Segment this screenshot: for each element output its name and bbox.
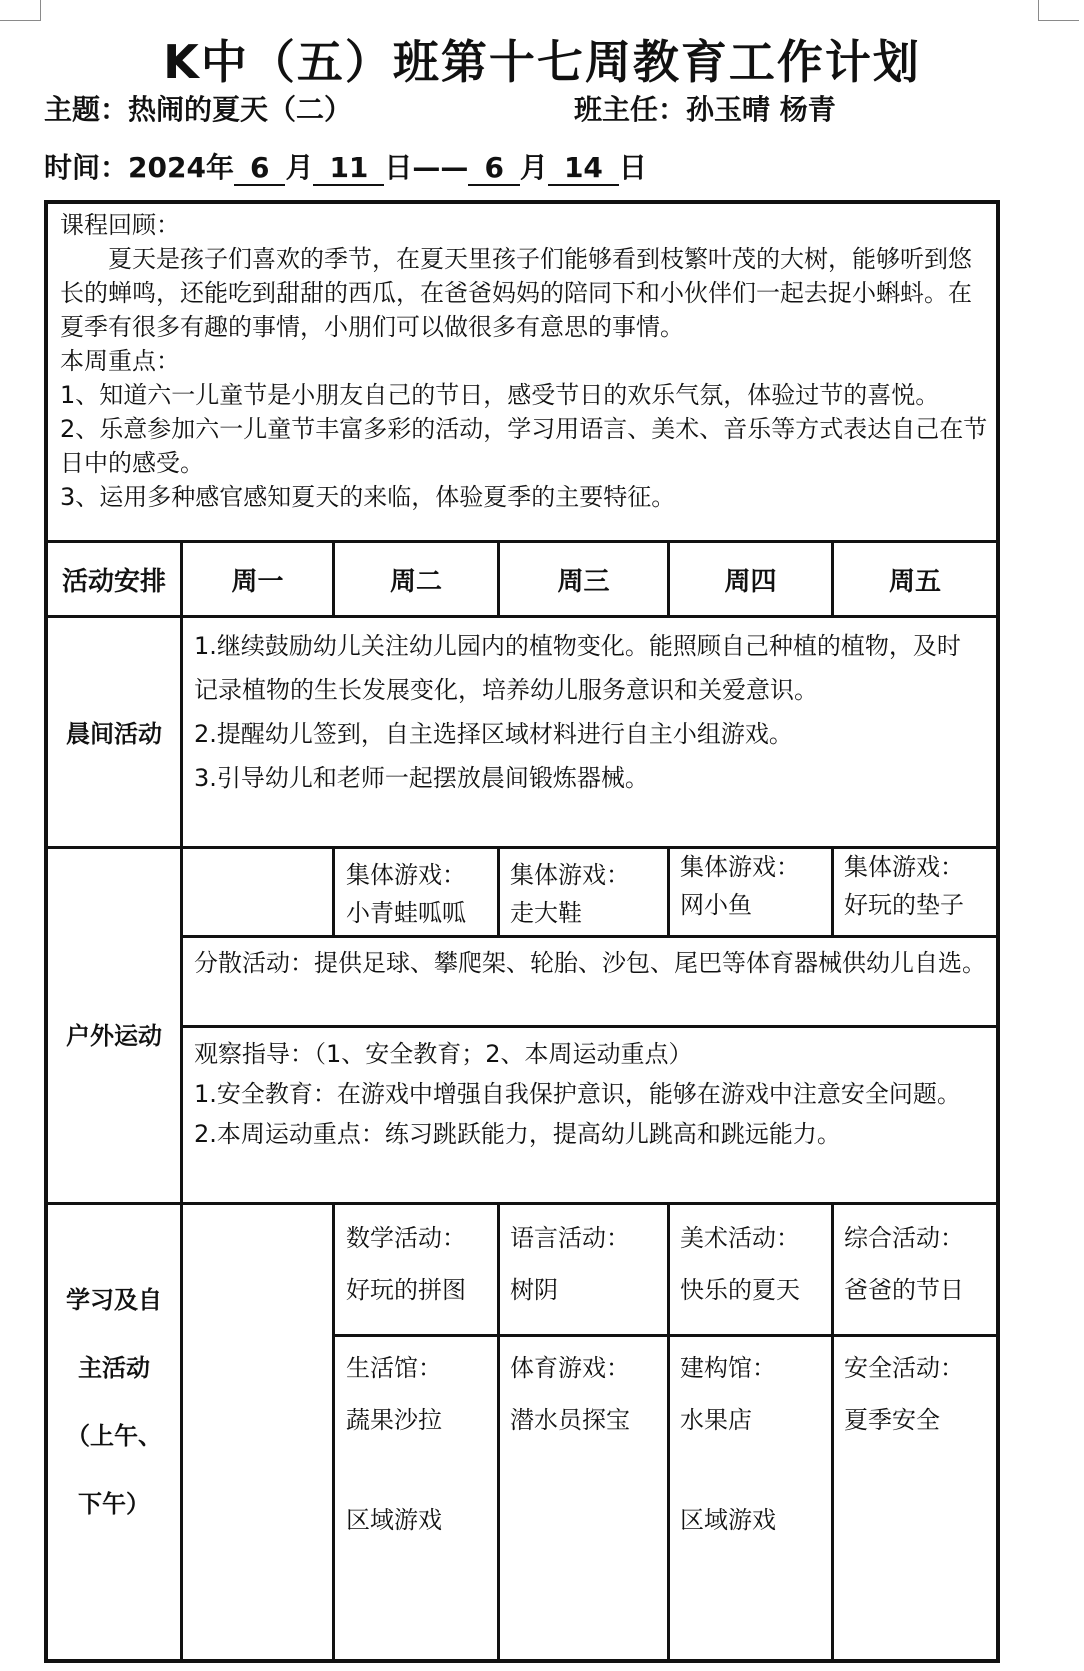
theme-label: 主题： <box>44 93 129 126</box>
time-label: 时间： <box>44 151 129 184</box>
outdoor-scatter: 分散活动：提供足球、攀爬架、轮胎、沙包、尾巴等体育器械供幼儿自选。 <box>194 949 986 977</box>
time-month-end: 6 <box>468 151 519 186</box>
game-name: 走大鞋 <box>510 899 582 927</box>
col-divider <box>667 1202 670 1663</box>
review-text: 夏天是孩子们喜欢的季节，在夏天里孩子们能够看到枝繁叶茂的大树，能够听到悠长的蝉鸣，还能吃到甜甜的西瓜，在爸爸妈妈的陪同下和小伙伴们一起去捉小蝌蚪。在夏季有很多有趣的事情，小朋们可以做很多有意思的事情。 <box>60 245 972 341</box>
study-fri-1 <box>844 1212 994 1316</box>
row-divider <box>180 935 996 938</box>
activity-title: 语言活动： <box>510 1224 630 1252</box>
game-title: 集体游戏： <box>346 861 466 889</box>
activity-name: 快乐的夏天 <box>680 1276 800 1304</box>
course-review <box>60 208 990 514</box>
time-year: 2024年 <box>128 151 234 184</box>
teacher-line <box>574 88 836 128</box>
study-thu-1 <box>680 1212 830 1316</box>
outdoor-game-wed <box>510 856 660 932</box>
game-title: 集体游戏： <box>510 861 630 889</box>
col-divider <box>497 846 500 937</box>
activity-title: 综合活动： <box>844 1224 964 1252</box>
morning-content <box>194 624 964 800</box>
outdoor-observe <box>194 1034 994 1154</box>
activity-name: 水果店 <box>680 1406 752 1434</box>
focus-item-1: 1、知道六一儿童节是小朋友自己的节日，感受节日的欢乐气氛，体验过节的喜悦。 <box>60 381 940 409</box>
row-divider <box>48 615 996 618</box>
study-label-line: （上午、 <box>66 1422 162 1450</box>
time-month-char-2: 月 <box>519 151 548 184</box>
outdoor-game-fri <box>844 848 994 924</box>
teacher-label: 班主任： <box>574 93 687 126</box>
study-tue-1 <box>346 1212 496 1316</box>
activity-name: 蔬果沙拉 <box>346 1406 442 1434</box>
morning-line-1: 1.继续鼓励幼儿关注幼儿园内的植物变化。能照顾自己种植的植物，及时记录植物的生长发展变化，培养幼儿服务意识和关爱意识。 <box>194 632 961 704</box>
review-heading: 课程回顾： <box>60 211 180 239</box>
row-divider <box>180 1025 996 1028</box>
header-activity: 活动安排 <box>61 566 166 597</box>
outdoor-label: 户外运动 <box>66 1022 162 1050</box>
focus-item-2: 2、乐意参加六一儿童节丰富多彩的活动，学习用语言、美术、音乐等方式表达自己在节日中的感受。 <box>60 415 988 477</box>
activity-name: 树阴 <box>510 1276 558 1304</box>
observe-heading: 观察指导：（1、安全教育；2、本周运动重点） <box>194 1040 693 1068</box>
header-tuesday: 周二 <box>389 566 442 597</box>
time-day-char: 日—— <box>384 151 469 184</box>
study-tue-area: 区域游戏 <box>346 1506 442 1534</box>
study-label <box>48 1266 180 1538</box>
morning-line-3: 3.引导幼儿和老师一起摆放晨间锻炼器械。 <box>194 764 649 792</box>
time-day-char-2: 日 <box>618 151 647 184</box>
activity-name: 潜水员探宝 <box>510 1406 630 1434</box>
row-divider <box>48 1202 996 1205</box>
time-line <box>44 146 647 186</box>
activity-title: 美术活动： <box>680 1224 800 1252</box>
time-day-start: 11 <box>313 151 384 186</box>
focus-item-3: 3、运用多种感官感知夏天的来临，体验夏季的主要特征。 <box>60 483 676 511</box>
activity-name: 好玩的拼图 <box>346 1276 466 1304</box>
outdoor-game-tue <box>346 856 491 932</box>
activity-name: 夏季安全 <box>844 1406 940 1434</box>
page-title: K中（五）班第十七周教育工作计划 <box>163 35 921 89</box>
time-day-end: 14 <box>548 151 619 186</box>
corner-mark-right <box>1038 0 1079 21</box>
col-divider <box>831 1202 834 1663</box>
study-wed-1 <box>510 1212 660 1316</box>
study-thu-area: 区域游戏 <box>680 1506 776 1534</box>
game-name: 好玩的垫子 <box>844 891 964 919</box>
study-tue-2 <box>346 1342 496 1446</box>
col-divider <box>497 1202 500 1663</box>
col-divider <box>667 846 670 937</box>
study-label-line: 主活动 <box>78 1354 150 1382</box>
study-fri-2 <box>844 1342 994 1446</box>
col-divider <box>332 1202 335 1663</box>
col-divider <box>180 540 183 1663</box>
activity-title: 安全活动： <box>844 1354 964 1382</box>
study-label-line: 学习及自 <box>66 1286 162 1314</box>
col-divider <box>831 846 834 937</box>
theme-value: 热闹的夏天（二） <box>128 93 353 126</box>
morning-label: 晨间活动 <box>66 720 162 748</box>
activity-title: 体育游戏： <box>510 1354 630 1382</box>
observe-item-2: 2.本周运动重点：练习跳跃能力，提高幼儿跳高和跳远能力。 <box>194 1120 841 1148</box>
game-name: 网小鱼 <box>680 891 752 919</box>
time-month-char: 月 <box>285 151 314 184</box>
activity-title: 建构馆： <box>680 1354 776 1382</box>
study-thu-2 <box>680 1342 830 1446</box>
activity-title: 生活馆： <box>346 1354 442 1382</box>
header-monday: 周一 <box>231 566 284 597</box>
row-divider <box>332 1334 996 1337</box>
activity-name: 爸爸的节日 <box>844 1276 964 1304</box>
study-label-line: 下午） <box>78 1490 150 1518</box>
theme-line <box>44 88 352 128</box>
time-month-start: 6 <box>234 151 285 186</box>
game-title: 集体游戏： <box>844 853 964 881</box>
morning-line-2: 2.提醒幼儿签到，自主选择区域材料进行自主小组游戏。 <box>194 720 793 748</box>
game-name: 小青蛙呱呱 <box>346 899 466 927</box>
activity-title: 数学活动： <box>346 1224 466 1252</box>
corner-mark-left <box>0 0 41 21</box>
header-friday: 周五 <box>888 566 941 597</box>
col-divider <box>332 846 335 937</box>
header-thursday: 周四 <box>724 566 777 597</box>
teacher-value: 孙玉晴 杨青 <box>686 93 836 126</box>
game-title: 集体游戏： <box>680 853 800 881</box>
plan-table <box>44 200 1000 1663</box>
outdoor-game-thu <box>680 848 828 924</box>
focus-heading: 本周重点： <box>60 347 180 375</box>
observe-item-1: 1.安全教育：在游戏中增强自我保护意识，能够在游戏中注意安全问题。 <box>194 1080 961 1108</box>
study-wed-2 <box>510 1342 660 1446</box>
header-wednesday: 周三 <box>557 566 610 597</box>
